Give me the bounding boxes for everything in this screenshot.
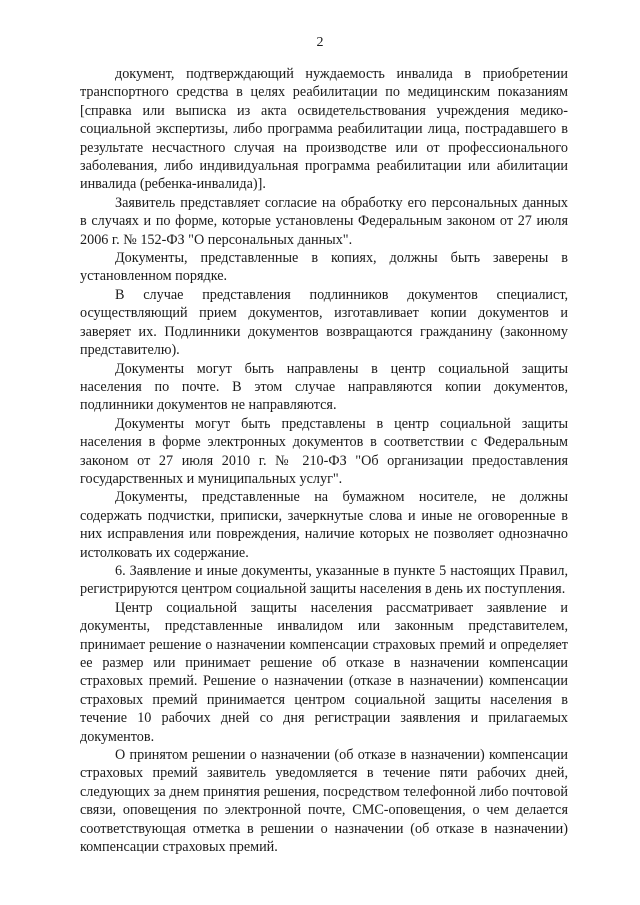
document-body — [80, 65, 568, 856]
paragraph-notification: О принятом решении о назначении (об отказе в назначении) компенсации страховых премий заявитель уведомляется в течение пяти рабочих дней, следующих за днем принятия решения, посредством телефонной либо почтовой связи, оповещения по электронной почте, СМС-оповещения, о чем делается соответствующая отметка в решении о назначении (об отказе в назначении) компенсации страховых премий. — [80, 747, 568, 856]
paragraph-paper-requirements: Документы, представленные на бумажном носителе, не должны содержать подчистки, приписки, зачеркнутые слова и иные не оговоренные в них исправления или повреждения, наличие которых не позволяет однозначно истолковать их содержание. — [80, 489, 568, 561]
page-number: 2 — [316, 35, 324, 50]
paragraph-supporting-document: документ, подтверждающий нуждаемость инвалида в приобретении транспортного средства в целях реабилитации по медицинским показаниям [справка или выписка из акта освидетельствования учреждения медико-социальной экспертизы, либо программа реабилитации лица, пострадавшего в результате несчастного случая на производстве или от профессионального заболевания, либо индивидуальная программа реабилитации или абилитации инвалида (ребенка-инвалида)]. — [80, 66, 568, 193]
paragraph-copies-certified: Документы, представленные в копиях, должны быть заверены в установленном порядке. — [80, 250, 568, 285]
paragraph-decision: Центр социальной защиты населения рассматривает заявление и документы, представленные инвалидом или законным представителем, принимает решение о назначении компенсации страховых премий и определяет ее размер или принимает решение об отказе в назначении компенсации страховых премий. Решение о назначении (отказе в назначении) компенсации страховых премий принимается центром социальной защиты населения в течение 10 рабочих дней со дня регистрации заявления и прилагаемых документов. — [80, 599, 568, 745]
paragraph-originals-submission: В случае представления подлинников документов специалист, осуществляющий прием документов, изготавливает копии документов и заверяет их. Подлинники документов возвращаются гражданину (законному представителю). — [80, 286, 568, 359]
paragraph-personal-data-consent: Заявитель представляет согласие на обработку его персональных данных в случаях и по форме, которые установлены Федеральным законом от 27 июля 2006 г. № 152-ФЗ "О персональных данных". — [80, 194, 568, 248]
paragraph-electronic-submission: Документы могут быть представлены в центр социальной защиты населения в форме электронных документов в соответствии с Федеральным законом от 27 июля 2010 г. № 210-ФЗ "Об организации предоставления государственных и муниципальных услуг". — [80, 415, 568, 487]
paragraph-postal-submission: Документы могут быть направлены в центр социальной защиты населения по почте. В этом случае направляются копии документов, подлинники документов не направляются. — [80, 360, 568, 414]
paragraph-registration: 6. Заявление и иные документы, указанные в пункте 5 настоящих Правил, регистрируются центром социальной защиты населения в день их поступления. — [80, 562, 568, 598]
